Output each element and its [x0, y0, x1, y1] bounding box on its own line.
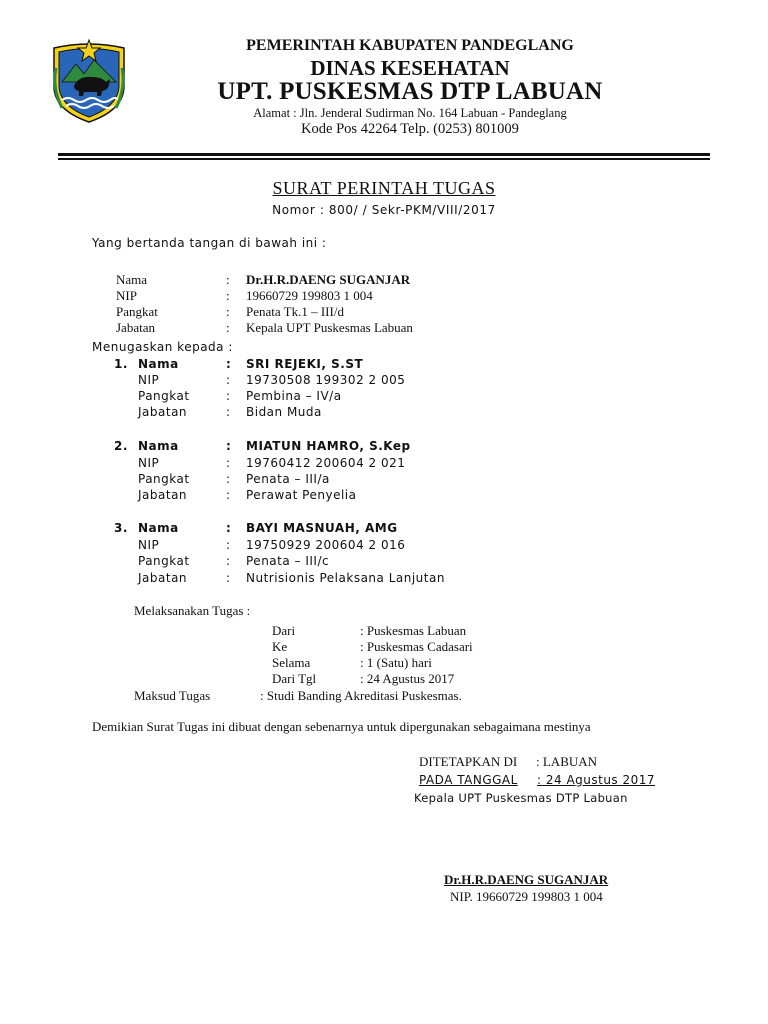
institution-name: UPT. PUSKESMAS DTP LABUAN [217, 78, 603, 105]
assignee-separator: : [226, 357, 232, 371]
assignee-label-name: Nama [138, 521, 179, 535]
assignee-separator: : [226, 521, 232, 535]
assignee-label-nip: NIP [138, 456, 160, 470]
assignee-label-rank: Pangkat [138, 554, 190, 568]
assignee-label-name: Nama [138, 357, 179, 371]
assignee-value-nip: 19750929 200604 2 016 [246, 538, 406, 552]
government-name: PEMERINTAH KABUPATEN PANDEGLANG [246, 37, 574, 54]
assignee-value-nip: 19760412 200604 2 021 [246, 456, 406, 470]
assignee-label-rank: Pangkat [138, 472, 190, 486]
signatory-nip: NIP. 19660729 199803 1 004 [450, 889, 603, 904]
assignee-label-name: Nama [138, 439, 179, 453]
assignee-value-name: SRI REJEKI, S.ST [246, 357, 364, 371]
signer-label-rank: Pangkat [116, 304, 158, 319]
signer-value-nip: 19660729 199803 1 004 [246, 288, 373, 303]
task-heading: Melaksanakan Tugas : [134, 603, 251, 618]
signer-value-rank: Penata Tk.1 – III/d [246, 304, 344, 319]
issued-place-label: DITETAPKAN DI [419, 754, 518, 769]
assignee-value-rank: Pembina – IV/a [246, 389, 342, 403]
task-value-to: : Puskesmas Cadasari [360, 639, 473, 654]
assignee-number: 1. [114, 357, 128, 371]
assignee-label-nip: NIP [138, 538, 160, 552]
assignee-separator: : [226, 389, 231, 403]
signer-separator: : [226, 288, 230, 303]
letterhead-divider-thin [58, 158, 710, 160]
assignee-label-position: Jabatan [138, 488, 188, 502]
signer-title: Kepala UPT Puskesmas DTP Labuan [414, 791, 628, 805]
task-label-duration: Selama [272, 655, 311, 670]
task-label-to: Ke [272, 639, 288, 654]
assignee-label-position: Jabatan [138, 405, 188, 419]
assignee-separator: : [226, 373, 231, 387]
task-purpose-value: : Studi Banding Akreditasi Puskesmas. [260, 688, 462, 703]
assignee-separator: : [226, 488, 231, 502]
institution-address: Alamat : Jln. Jenderal Sudirman No. 164 Labuan - Pandeglang [253, 106, 567, 120]
department-name: DINAS KESEHATAN [310, 56, 510, 80]
document-number: Nomor : 800/ / Sekr-PKM/VIII/2017 [272, 203, 496, 217]
assignee-value-name: BAYI MASNUAH, AMG [246, 521, 398, 535]
assignee-label-rank: Pangkat [138, 389, 190, 403]
letterhead-divider-thick [58, 153, 710, 156]
signer-separator: : [226, 304, 230, 319]
signer-separator: : [226, 320, 230, 335]
assignee-separator: : [226, 571, 231, 585]
assignee-value-rank: Penata – III/c [246, 554, 330, 568]
signer-value-position: Kepala UPT Puskesmas Labuan [246, 320, 413, 335]
assignee-separator: : [226, 472, 231, 486]
task-label-date: Dari Tgl [272, 671, 317, 686]
assignee-value-position: Perawat Penyelia [246, 488, 357, 502]
assignee-number: 3. [114, 521, 128, 535]
signer-label-position: Jabatan [116, 320, 155, 335]
assignee-label-nip: NIP [138, 373, 160, 387]
issued-date-label: PADA TANGGAL [419, 773, 518, 787]
assignee-number: 2. [114, 439, 128, 453]
signer-label-name: Nama [116, 272, 148, 287]
assignee-separator: : [226, 405, 231, 419]
issued-place-value: : LABUAN [536, 754, 598, 769]
institution-postal-phone: Kode Pos 42264 Telp. (0253) 801009 [301, 121, 519, 137]
document-title: SURAT PERINTAH TUGAS [272, 178, 496, 198]
assignee-value-nip: 19730508 199302 2 005 [246, 373, 406, 387]
assignee-separator: : [226, 554, 231, 568]
assignee-separator: : [226, 439, 232, 453]
issued-date-value: : 24 Agustus 2017 [537, 773, 656, 787]
assignee-value-rank: Penata – III/a [246, 472, 330, 486]
signer-separator: : [226, 272, 230, 287]
task-value-from: : Puskesmas Labuan [360, 623, 467, 638]
pandeglang-regency-emblem-icon [48, 38, 130, 124]
signer-value-name: Dr.H.R.DAENG SUGANJAR [246, 272, 411, 287]
task-label-from: Dari [272, 623, 296, 638]
task-purpose-label: Maksud Tugas [134, 688, 211, 703]
signatory-name: Dr.H.R.DAENG SUGANJAR [444, 872, 609, 887]
assignee-value-position: Nutrisionis Pelaksana Lanjutan [246, 571, 445, 585]
assignee-value-position: Bidan Muda [246, 405, 322, 419]
task-value-date: : 24 Agustus 2017 [360, 671, 455, 686]
assignee-separator: : [226, 456, 231, 470]
intro-text: Yang bertanda tangan di bawah ini : [92, 236, 327, 250]
assignee-label-position: Jabatan [138, 571, 188, 585]
assign-heading: Menugaskan kepada : [92, 340, 233, 354]
task-value-duration: : 1 (Satu) hari [360, 655, 432, 670]
assignee-value-name: MIATUN HAMRO, S.Kep [246, 439, 411, 453]
signer-label-nip: NIP [116, 288, 137, 303]
assignee-separator: : [226, 538, 231, 552]
closing-statement: Demikian Surat Tugas ini dibuat dengan sebenarnya untuk dipergunakan sebagaimana mestinya [92, 719, 591, 734]
